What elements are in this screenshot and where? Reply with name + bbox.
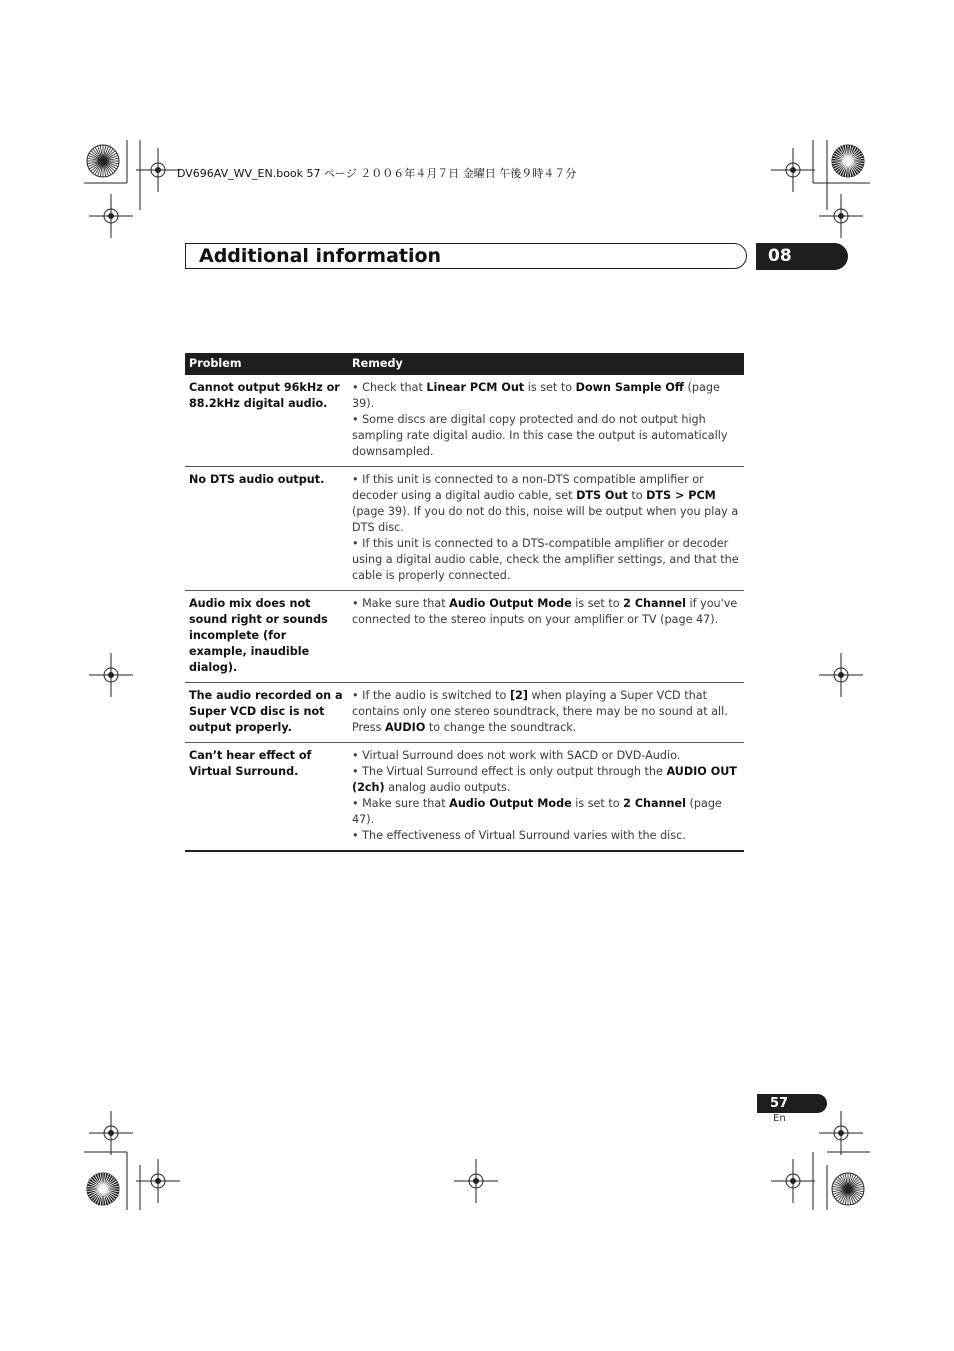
remedy-text: • Check that — [352, 381, 427, 394]
table-row — [185, 591, 744, 683]
remedy-text: is set to — [571, 597, 624, 610]
remedy-keyword: 2 Channel — [623, 597, 686, 610]
target-ray — [836, 1179, 848, 1189]
target-ray — [832, 1189, 848, 1192]
remedy-text: (page 39). — [352, 381, 720, 410]
remedy-text: • Make sure that — [352, 797, 450, 810]
remedy-text: to change the soundtrack. — [425, 721, 577, 734]
registration-crosshair-icon — [786, 163, 800, 177]
remedy-keyword: Down Sample Off — [575, 381, 684, 394]
crosshair-dot — [156, 168, 161, 173]
target-ray — [103, 161, 118, 166]
target-ray — [93, 161, 103, 173]
target-ray — [88, 161, 103, 166]
target-ray — [848, 1174, 853, 1189]
target-ray — [88, 1184, 103, 1189]
target-ray — [834, 153, 848, 161]
target-ray — [843, 146, 848, 161]
target-ray — [91, 151, 103, 161]
target-ray — [103, 161, 117, 169]
target-ray — [100, 1173, 103, 1189]
remedy-item — [352, 596, 740, 628]
target-ray — [100, 161, 103, 177]
remedy-keyword: DTS > PCM — [646, 489, 716, 502]
target-ray — [95, 147, 103, 161]
remedy-keyword: AUDIO — [385, 721, 426, 734]
target-ray — [103, 146, 108, 161]
problem-cell: Cannot output 96kHz or 88.2kHz digital audio. — [185, 375, 348, 467]
target-ray — [848, 156, 863, 161]
remedy-text: • Make sure that — [352, 597, 450, 610]
remedy-text: when playing a Super VCD that contains only one stereo soundtrack, there may be no sound at all. Press — [352, 689, 728, 734]
color-target-icon — [832, 1173, 864, 1205]
target-ray — [103, 161, 113, 173]
target-ray — [103, 1173, 106, 1189]
target-ray — [848, 161, 853, 176]
target-ray — [103, 161, 108, 176]
target-ray — [832, 158, 848, 161]
target-ray — [848, 1177, 858, 1189]
target-ray — [89, 153, 103, 161]
page-number-tab — [757, 1094, 827, 1113]
target-ray — [87, 161, 103, 164]
target-ray — [848, 161, 858, 173]
target-ray — [848, 1179, 860, 1189]
target-ray — [836, 151, 848, 161]
target-ray — [840, 1189, 848, 1203]
target-ray — [848, 149, 858, 161]
target-ray — [848, 158, 864, 161]
crosshair-dot — [474, 1179, 479, 1184]
target-ray — [832, 161, 848, 164]
crosshair-dot — [791, 168, 796, 173]
target-ray — [834, 161, 848, 169]
remedy-text: if you've connected to the stereo inputs on your amplifier or TV (page 47). — [352, 597, 738, 626]
target-ray — [89, 1181, 103, 1189]
target-ray — [87, 158, 103, 161]
target-ray — [848, 1189, 863, 1194]
target-ray — [843, 1174, 848, 1189]
target-ray — [98, 161, 103, 176]
target-ray — [103, 1179, 115, 1189]
target-ray — [845, 145, 848, 161]
remedy-keyword: AUDIO OUT (2ch) — [352, 765, 737, 794]
remedy-text: • The Virtual Surround effect is only output through the — [352, 765, 667, 778]
troubleshooting-table — [185, 353, 744, 852]
chapter-tab — [756, 243, 848, 270]
target-ray — [100, 1189, 103, 1205]
target-ray — [103, 153, 117, 161]
target-ray — [848, 161, 856, 175]
target-ray — [95, 1175, 103, 1189]
remedy-item — [352, 764, 740, 796]
target-ray — [103, 1186, 119, 1189]
remedy-keyword: Audio Output Mode — [449, 597, 572, 610]
target-ray — [838, 161, 848, 173]
target-ray — [95, 161, 103, 175]
table-row — [185, 683, 744, 743]
color-target-icon — [87, 1173, 119, 1205]
crosshair-dot — [109, 214, 114, 219]
registration-crosshair-icon — [786, 1174, 800, 1188]
target-ray — [103, 149, 113, 161]
problem-cell: The audio recorded on a Super VCD disc is not output properly. — [185, 683, 348, 743]
target-ray — [103, 161, 119, 164]
remedy-cell — [348, 743, 744, 852]
target-ray — [848, 1175, 856, 1189]
remedy-column-header: Remedy — [348, 353, 744, 375]
target-ray — [832, 1186, 848, 1189]
remedy-item — [352, 380, 740, 412]
target-ray — [103, 161, 115, 171]
registration-crosshair-icon — [104, 668, 118, 682]
target-ray — [103, 147, 111, 161]
table-row — [185, 743, 744, 852]
target-ray — [98, 146, 103, 161]
target-ray — [103, 1189, 111, 1203]
target-ray — [834, 1189, 848, 1197]
target-ray — [103, 161, 111, 175]
remedy-cell — [348, 591, 744, 683]
crosshair-dot — [156, 1179, 161, 1184]
problem-column-header: Problem — [185, 353, 348, 375]
crosshair-dot — [839, 1131, 844, 1136]
target-ray — [838, 1189, 848, 1201]
target-ray — [93, 149, 103, 161]
remedy-cell — [348, 375, 744, 467]
remedy-text: • The effectiveness of Virtual Surround varies with the disc. — [352, 829, 686, 842]
registration-crosshair-icon — [469, 1174, 483, 1188]
target-ray — [836, 1189, 848, 1199]
target-ray — [840, 161, 848, 175]
target-ray — [845, 1173, 848, 1189]
registration-crosshair-icon — [151, 163, 165, 177]
target-ray — [103, 151, 115, 161]
remedy-item — [352, 412, 740, 460]
target-ray — [103, 1189, 115, 1199]
target-ray — [103, 1177, 113, 1189]
target-ray — [89, 1189, 103, 1197]
language-code: En — [773, 1113, 786, 1124]
table-row — [185, 375, 744, 467]
target-ray — [103, 1189, 119, 1192]
target-ray — [840, 147, 848, 161]
target-ray — [848, 161, 862, 169]
remedy-text: to — [627, 489, 647, 502]
crosshair-dot — [839, 214, 844, 219]
target-ray — [103, 145, 106, 161]
section-title: Additional information — [199, 245, 442, 267]
target-ray — [848, 1181, 862, 1189]
book-file-header: DV696AV_WV_EN.book 57 ページ ２００６年４月７日 金曜日 午後９時４７分 — [177, 167, 577, 180]
remedy-item — [352, 536, 740, 584]
remedy-text: • If this unit is connected to a DTS-compatible amplifier or decoder using a digital audio cable, check the amplifier settings, and that the cable is properly connected. — [352, 537, 739, 582]
target-ray — [91, 1179, 103, 1189]
target-ray — [833, 161, 848, 166]
problem-cell: Can’t hear effect of Virtual Surround. — [185, 743, 348, 852]
remedy-keyword: Audio Output Mode — [449, 797, 572, 810]
remedy-text: (page 39). If you do not do this, noise will be output when you play a DTS disc. — [352, 505, 739, 534]
target-ray — [93, 1177, 103, 1189]
page-number: 57 — [770, 1096, 789, 1111]
color-target-icon — [87, 145, 119, 177]
target-ray — [848, 147, 856, 161]
chapter-number: 08 — [768, 246, 792, 266]
table-row — [185, 467, 744, 591]
registration-crosshair-icon — [151, 1174, 165, 1188]
target-ray — [98, 1189, 103, 1204]
target-ray — [848, 146, 853, 161]
registration-crosshair-icon — [834, 668, 848, 682]
remedy-text: is set to — [524, 381, 576, 394]
target-ray — [848, 1186, 864, 1189]
target-ray — [103, 1181, 117, 1189]
target-ray — [838, 149, 848, 161]
target-ray — [834, 1181, 848, 1189]
registration-crosshair-icon — [104, 209, 118, 223]
target-ray — [98, 1174, 103, 1189]
target-ray — [848, 151, 860, 161]
target-ray — [89, 161, 103, 169]
target-ray — [848, 1189, 853, 1204]
target-ray — [91, 1189, 103, 1199]
registration-crosshair-icon — [104, 1126, 118, 1140]
target-ray — [103, 158, 119, 161]
target-ray — [87, 1189, 103, 1192]
remedy-text: • If this unit is connected to a non-DTS compatible amplifier or decoder using a digital audio cable, set — [352, 473, 704, 502]
remedy-cell — [348, 683, 744, 743]
remedy-text: analog audio outputs. — [384, 781, 511, 794]
registration-crosshair-icon — [834, 209, 848, 223]
remedy-keyword: DTS Out — [576, 489, 628, 502]
target-ray — [103, 1175, 111, 1189]
table-body — [185, 375, 744, 851]
target-ray — [833, 156, 848, 161]
target-ray — [848, 161, 863, 166]
target-ray — [848, 1189, 856, 1203]
remedy-keyword: [2] — [509, 689, 528, 702]
crosshair-dot — [109, 673, 114, 678]
remedy-text: (page 47). — [352, 797, 722, 826]
crosshair-dot — [109, 1131, 114, 1136]
target-ray — [848, 1189, 864, 1192]
target-ray — [833, 1189, 848, 1194]
target-ray — [87, 1186, 103, 1189]
target-ray — [103, 1189, 106, 1205]
remedy-item — [352, 472, 740, 536]
target-ray — [103, 1174, 108, 1189]
target-ray — [848, 161, 851, 177]
remedy-item — [352, 796, 740, 828]
target-ray — [845, 161, 848, 177]
target-ray — [103, 1184, 118, 1189]
crosshair-dot — [839, 673, 844, 678]
target-ray — [845, 1189, 848, 1205]
remedy-item — [352, 748, 740, 764]
target-ray — [843, 161, 848, 176]
target-ray — [103, 1189, 113, 1201]
target-ray — [93, 1189, 103, 1201]
target-ray — [88, 1189, 103, 1194]
target-ray — [88, 156, 103, 161]
target-ray — [103, 1189, 108, 1204]
target-ray — [103, 156, 118, 161]
target-ray — [95, 1189, 103, 1203]
target-ray — [838, 1177, 848, 1189]
section-title-bar — [185, 243, 747, 269]
target-ray — [848, 161, 864, 164]
target-ray — [836, 161, 848, 171]
target-ray — [843, 1189, 848, 1204]
target-ray — [103, 1189, 118, 1194]
target-ray — [848, 1189, 862, 1197]
remedy-text: is set to — [571, 797, 624, 810]
target-ray — [91, 161, 103, 171]
target-ray — [848, 145, 851, 161]
target-ray — [848, 1184, 863, 1189]
remedy-text: • If the audio is switched to — [352, 689, 510, 702]
target-ray — [840, 1175, 848, 1189]
target-ray — [848, 1189, 858, 1201]
target-ray — [848, 1173, 851, 1189]
remedy-keyword: Linear PCM Out — [426, 381, 525, 394]
remedy-text: • Virtual Surround does not work with SACD or DVD-Audio. — [352, 749, 681, 762]
target-ray — [833, 1184, 848, 1189]
registration-crosshair-icon — [834, 1126, 848, 1140]
target-ray — [848, 161, 860, 171]
table-header-row — [185, 353, 744, 375]
crosshair-dot — [791, 1179, 796, 1184]
remedy-item — [352, 828, 740, 844]
target-ray — [100, 145, 103, 161]
remedy-keyword: 2 Channel — [623, 797, 686, 810]
target-ray — [848, 1189, 860, 1199]
remedy-text: • Some discs are digital copy protected and do not output high sampling rate digital audio. In this case the output is automatically downsampled. — [352, 413, 728, 458]
remedy-cell — [348, 467, 744, 591]
target-ray — [848, 1189, 851, 1205]
problem-cell: No DTS audio output. — [185, 467, 348, 591]
color-target-icon — [832, 145, 864, 177]
problem-cell: Audio mix does not sound right or sounds incomplete (for example, inaudible dialog). — [185, 591, 348, 683]
target-ray — [848, 153, 862, 161]
target-ray — [103, 161, 106, 177]
remedy-item — [352, 688, 740, 736]
target-ray — [103, 1189, 117, 1197]
